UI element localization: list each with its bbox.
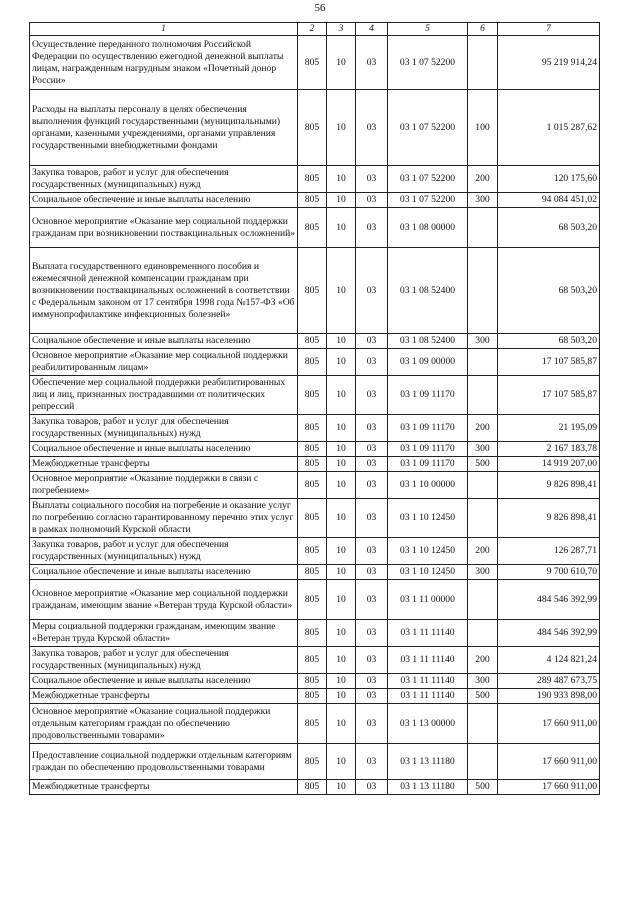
row-code: 805	[298, 193, 327, 208]
row-amount: 120 175,60	[498, 166, 600, 193]
row-name: Закупка товаров, работ и услуг для обеспечения государственных (муниципальных) нужд	[30, 647, 298, 674]
row-target-article: 03 1 07 52200	[388, 90, 468, 166]
row-amount: 68 503,20	[498, 208, 600, 248]
row-name: Основное мероприятие «Оказание мер социальной поддержки гражданам при возникновении поствакцинальных осложнений»	[30, 208, 298, 248]
row-code: 805	[298, 647, 327, 674]
table-row	[30, 166, 600, 193]
row-subsection: 03	[356, 674, 388, 689]
row-target-article: 03 1 13 11180	[388, 780, 468, 795]
row-name: Расходы на выплаты персоналу в целях обеспечения выполнения функций государственными (муниципальными) органами, казенными учреждениями, органами управления государственными внебюджетными фондами	[30, 90, 298, 166]
row-subsection: 03	[356, 248, 388, 334]
row-code: 805	[298, 36, 327, 90]
row-target-article: 03 1 10 12450	[388, 538, 468, 565]
row-code: 805	[298, 580, 327, 620]
row-amount: 9 826 898,41	[498, 499, 600, 538]
page-number: 56	[314, 2, 326, 14]
row-section: 10	[327, 457, 356, 472]
table-row	[30, 208, 600, 248]
row-code: 805	[298, 620, 327, 647]
row-amount: 1 015 287,62	[498, 90, 600, 166]
row-target-article: 03 1 07 52200	[388, 166, 468, 193]
row-section: 10	[327, 472, 356, 499]
row-target-article: 03 1 13 11180	[388, 744, 468, 780]
row-name: Выплаты социального пособия на погребение и оказание услуг по погребению согласно гарантированному перечню этих услуг в рамках полномочий Курской области	[30, 499, 298, 538]
row-subsection: 03	[356, 442, 388, 457]
row-code: 805	[298, 674, 327, 689]
row-expense-type	[468, 349, 498, 376]
row-amount: 4 124 821,24	[498, 647, 600, 674]
table-row	[30, 349, 600, 376]
row-expense-type: 200	[468, 647, 498, 674]
header-col-6: 6	[468, 23, 498, 36]
row-subsection: 03	[356, 193, 388, 208]
row-section: 10	[327, 248, 356, 334]
row-target-article: 03 1 13 00000	[388, 704, 468, 744]
row-subsection: 03	[356, 744, 388, 780]
row-section: 10	[327, 90, 356, 166]
row-code: 805	[298, 704, 327, 744]
row-section: 10	[327, 580, 356, 620]
row-target-article: 03 1 10 12450	[388, 565, 468, 580]
row-section: 10	[327, 704, 356, 744]
row-amount: 190 933 898,00	[498, 689, 600, 704]
row-expense-type: 300	[468, 565, 498, 580]
table-row	[30, 376, 600, 415]
row-expense-type	[468, 208, 498, 248]
row-target-article: 03 1 07 52200	[388, 193, 468, 208]
row-expense-type	[468, 376, 498, 415]
row-target-article: 03 1 08 00000	[388, 208, 468, 248]
row-name: Закупка товаров, работ и услуг для обеспечения государственных (муниципальных) нужд	[30, 538, 298, 565]
row-subsection: 03	[356, 457, 388, 472]
row-amount: 17 107 585,87	[498, 349, 600, 376]
row-amount: 14 919 207,00	[498, 457, 600, 472]
row-name: Социальное обеспечение и иные выплаты населению	[30, 334, 298, 349]
row-section: 10	[327, 442, 356, 457]
row-section: 10	[327, 376, 356, 415]
row-subsection: 03	[356, 334, 388, 349]
header-col-5: 5	[388, 23, 468, 36]
row-code: 805	[298, 90, 327, 166]
row-name: Межбюджетные трансферты	[30, 689, 298, 704]
table-row	[30, 647, 600, 674]
row-name: Меры социальной поддержки гражданам, имеющим звание «Ветеран труда Курской области»	[30, 620, 298, 647]
table-row	[30, 565, 600, 580]
table-row	[30, 780, 600, 795]
row-amount: 484 546 392,99	[498, 620, 600, 647]
row-target-article: 03 1 09 11170	[388, 442, 468, 457]
row-target-article: 03 1 07 52200	[388, 36, 468, 90]
row-target-article: 03 1 11 11140	[388, 689, 468, 704]
row-section: 10	[327, 349, 356, 376]
row-target-article: 03 1 11 11140	[388, 647, 468, 674]
row-subsection: 03	[356, 620, 388, 647]
row-name: Основное мероприятие «Оказание мер социальной поддержки реабилитированным лицам»	[30, 349, 298, 376]
row-amount: 9 700 610,70	[498, 565, 600, 580]
row-name: Обеспечение мер социальной поддержки реабилитированных лиц и лиц, признанных пострадавшими от политических репрессий	[30, 376, 298, 415]
row-code: 805	[298, 208, 327, 248]
row-name: Основное мероприятие «Оказание мер социальной поддержки гражданам, имеющим звание «Ветеран труда Курской области»	[30, 580, 298, 620]
row-amount: 17 660 911,00	[498, 744, 600, 780]
table-row	[30, 620, 600, 647]
row-amount: 68 503,20	[498, 334, 600, 349]
row-amount: 2 167 183,78	[498, 442, 600, 457]
row-amount: 289 487 673,75	[498, 674, 600, 689]
header-col-3: 3	[327, 23, 356, 36]
table-row	[30, 499, 600, 538]
row-target-article: 03 1 09 11170	[388, 457, 468, 472]
row-name: Межбюджетные трансферты	[30, 457, 298, 472]
table-row	[30, 334, 600, 349]
row-amount: 126 287,71	[498, 538, 600, 565]
row-target-article: 03 1 11 11140	[388, 620, 468, 647]
row-expense-type	[468, 704, 498, 744]
table-row	[30, 90, 600, 166]
table-body	[30, 36, 600, 795]
row-name: Социальное обеспечение и иные выплаты населению	[30, 193, 298, 208]
table-row	[30, 193, 600, 208]
row-section: 10	[327, 36, 356, 90]
row-amount: 95 219 914,24	[498, 36, 600, 90]
row-code: 805	[298, 442, 327, 457]
row-amount: 17 660 911,00	[498, 780, 600, 795]
row-target-article: 03 1 08 52400	[388, 248, 468, 334]
row-section: 10	[327, 334, 356, 349]
row-code: 805	[298, 334, 327, 349]
row-subsection: 03	[356, 90, 388, 166]
row-section: 10	[327, 647, 356, 674]
row-target-article: 03 1 11 11140	[388, 674, 468, 689]
row-subsection: 03	[356, 36, 388, 90]
row-target-article: 03 1 08 52400	[388, 334, 468, 349]
row-subsection: 03	[356, 376, 388, 415]
row-name: Предоставление социальной поддержки отдельным категориям граждан по обеспечению продовольственными товарами	[30, 744, 298, 780]
header-col-1: 1	[30, 23, 298, 36]
row-code: 805	[298, 780, 327, 795]
row-code: 805	[298, 744, 327, 780]
header-col-7: 7	[498, 23, 600, 36]
row-section: 10	[327, 565, 356, 580]
row-expense-type	[468, 248, 498, 334]
row-code: 805	[298, 248, 327, 334]
row-subsection: 03	[356, 349, 388, 376]
table-row	[30, 744, 600, 780]
row-name: Основное мероприятие «Оказание социальной поддержки отдельным категориям граждан по обеспечению продовольственными товарами»	[30, 704, 298, 744]
row-subsection: 03	[356, 580, 388, 620]
row-code: 805	[298, 472, 327, 499]
row-expense-type: 200	[468, 538, 498, 565]
row-subsection: 03	[356, 565, 388, 580]
row-subsection: 03	[356, 166, 388, 193]
row-subsection: 03	[356, 704, 388, 744]
header-col-2: 2	[298, 23, 327, 36]
row-target-article: 03 1 10 12450	[388, 499, 468, 538]
row-section: 10	[327, 499, 356, 538]
row-section: 10	[327, 689, 356, 704]
row-expense-type	[468, 744, 498, 780]
row-target-article: 03 1 09 11170	[388, 376, 468, 415]
row-subsection: 03	[356, 780, 388, 795]
row-subsection: 03	[356, 499, 388, 538]
row-name: Закупка товаров, работ и услуг для обеспечения государственных (муниципальных) нужд	[30, 166, 298, 193]
table-row	[30, 457, 600, 472]
row-subsection: 03	[356, 415, 388, 442]
row-expense-type: 200	[468, 415, 498, 442]
row-expense-type	[468, 472, 498, 499]
row-subsection: 03	[356, 647, 388, 674]
row-expense-type: 300	[468, 442, 498, 457]
row-target-article: 03 1 11 00000	[388, 580, 468, 620]
header-row	[30, 23, 600, 36]
row-code: 805	[298, 499, 327, 538]
row-amount: 21 195,09	[498, 415, 600, 442]
row-section: 10	[327, 538, 356, 565]
row-target-article: 03 1 10 00000	[388, 472, 468, 499]
table-row	[30, 538, 600, 565]
row-expense-type: 300	[468, 193, 498, 208]
row-section: 10	[327, 208, 356, 248]
row-expense-type: 300	[468, 674, 498, 689]
row-name: Осуществление переданного полномочия Российской Федерации по осуществлению ежегодной денежной выплаты лицам, награжденным нагрудным знаком «Почетный донор России»	[30, 36, 298, 90]
row-expense-type	[468, 499, 498, 538]
row-expense-type: 300	[468, 334, 498, 349]
row-subsection: 03	[356, 538, 388, 565]
table-row	[30, 704, 600, 744]
row-code: 805	[298, 565, 327, 580]
row-section: 10	[327, 674, 356, 689]
row-amount: 94 084 451,02	[498, 193, 600, 208]
row-name: Основное мероприятие «Оказание поддержки в связи с погребением»	[30, 472, 298, 499]
row-amount: 17 660 911,00	[498, 704, 600, 744]
table-row	[30, 36, 600, 90]
row-expense-type: 100	[468, 90, 498, 166]
row-code: 805	[298, 538, 327, 565]
row-code: 805	[298, 689, 327, 704]
row-expense-type: 500	[468, 689, 498, 704]
row-amount: 17 107 585,87	[498, 376, 600, 415]
budget-table	[29, 22, 600, 795]
row-section: 10	[327, 193, 356, 208]
row-expense-type: 500	[468, 780, 498, 795]
row-name: Закупка товаров, работ и услуг для обеспечения государственных (муниципальных) нужд	[30, 415, 298, 442]
row-section: 10	[327, 620, 356, 647]
row-name: Социальное обеспечение и иные выплаты населению	[30, 565, 298, 580]
row-section: 10	[327, 415, 356, 442]
row-name: Социальное обеспечение и иные выплаты населению	[30, 442, 298, 457]
row-section: 10	[327, 780, 356, 795]
table-row	[30, 689, 600, 704]
table-row	[30, 472, 600, 499]
row-amount: 9 826 898,41	[498, 472, 600, 499]
row-name: Межбюджетные трансферты	[30, 780, 298, 795]
row-amount: 68 503,20	[498, 248, 600, 334]
table-row	[30, 415, 600, 442]
row-code: 805	[298, 415, 327, 442]
table-row	[30, 580, 600, 620]
row-code: 805	[298, 166, 327, 193]
row-code: 805	[298, 457, 327, 472]
row-expense-type	[468, 620, 498, 647]
row-subsection: 03	[356, 208, 388, 248]
row-code: 805	[298, 376, 327, 415]
row-target-article: 03 1 09 00000	[388, 349, 468, 376]
row-name: Социальное обеспечение и иные выплаты населению	[30, 674, 298, 689]
row-target-article: 03 1 09 11170	[388, 415, 468, 442]
row-amount: 484 546 392,99	[498, 580, 600, 620]
row-expense-type: 500	[468, 457, 498, 472]
row-name: Выплата государственного единовременного пособия и ежемесячной денежной компенсации гражданам при возникновении поствакцинальных осложнений в соответствии с Федеральным законом от 17 сентября 1998 года №157-ФЗ «Об иммунопрофилактике инфекционных болезней»	[30, 248, 298, 334]
row-code: 805	[298, 349, 327, 376]
row-expense-type	[468, 580, 498, 620]
row-expense-type	[468, 36, 498, 90]
row-subsection: 03	[356, 472, 388, 499]
table-row	[30, 248, 600, 334]
row-section: 10	[327, 744, 356, 780]
table-row	[30, 442, 600, 457]
row-expense-type: 200	[468, 166, 498, 193]
header-col-4: 4	[356, 23, 388, 36]
row-subsection: 03	[356, 689, 388, 704]
row-section: 10	[327, 166, 356, 193]
table-row	[30, 674, 600, 689]
